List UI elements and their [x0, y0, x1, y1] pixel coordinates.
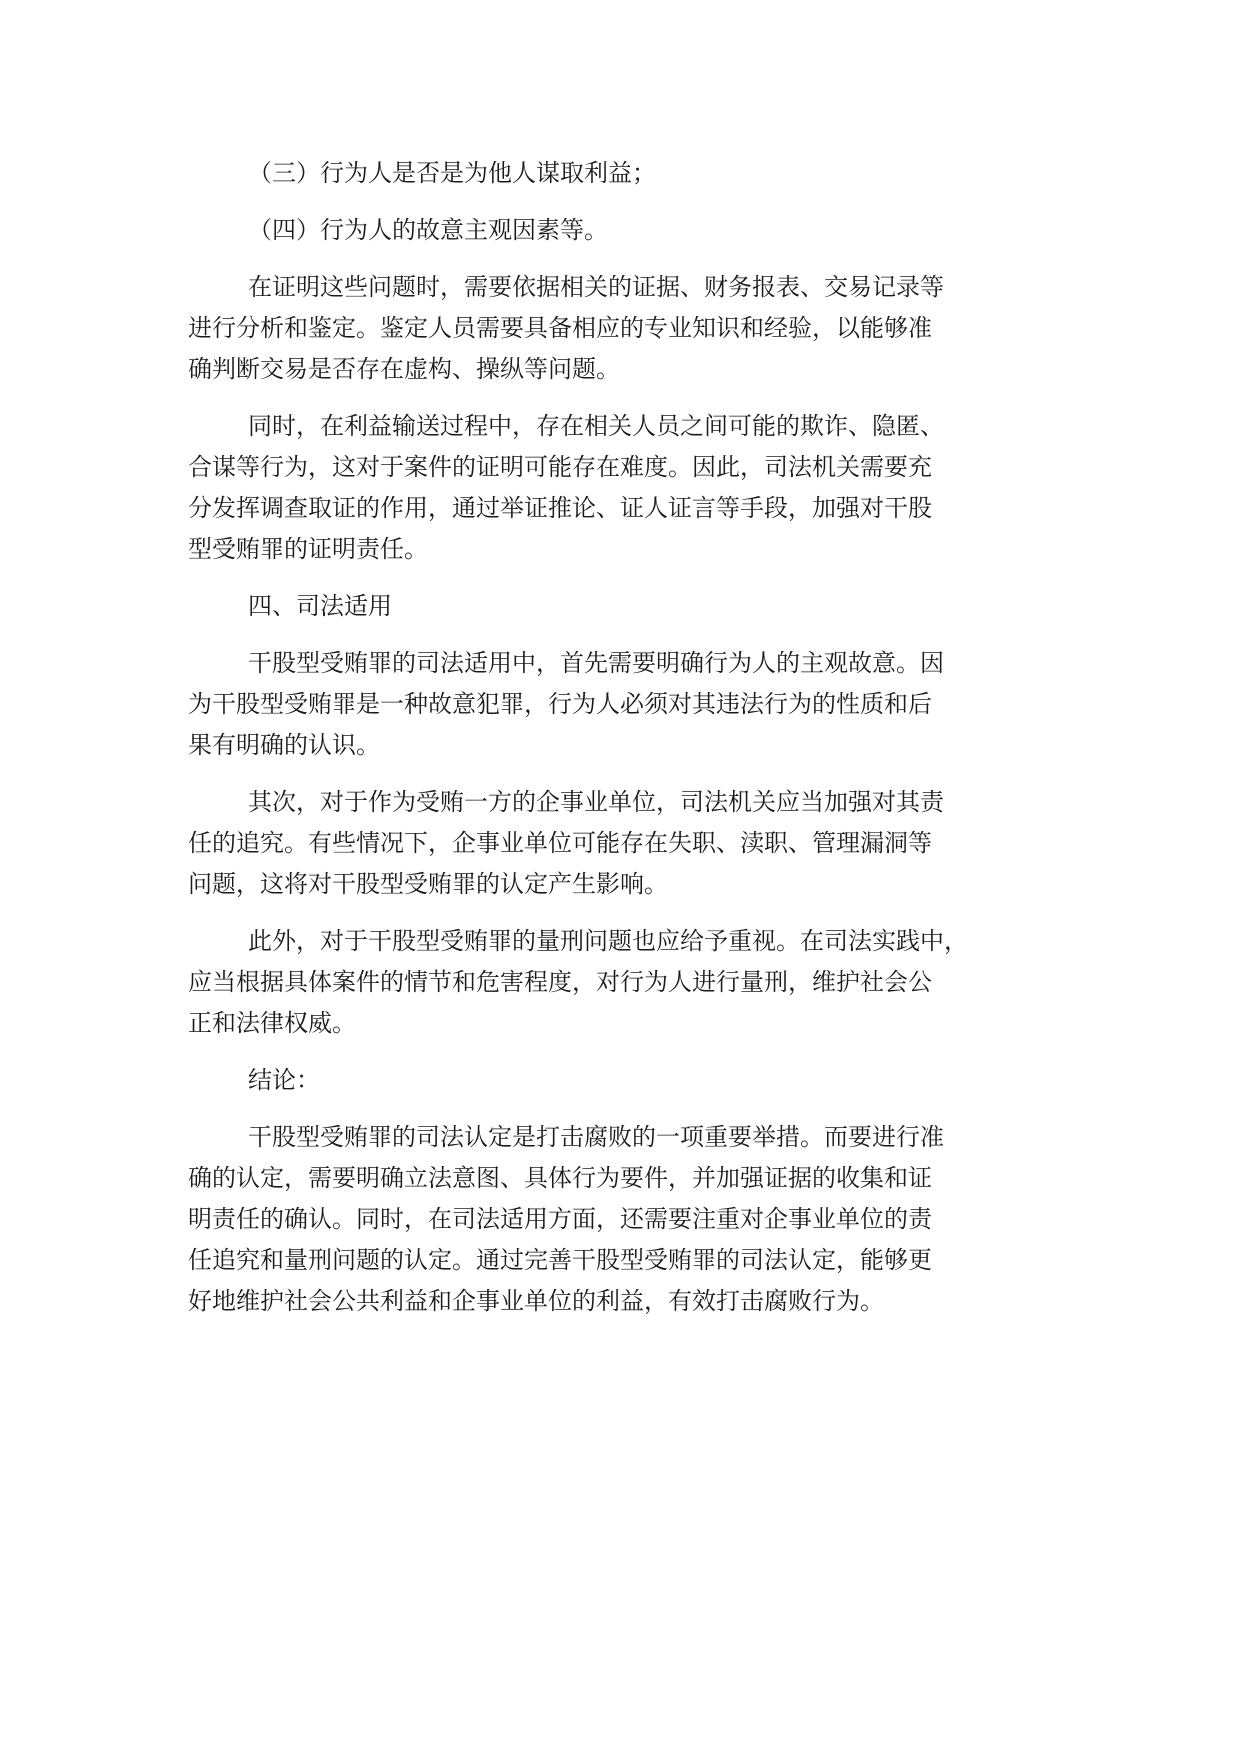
paragraph-line: 正和法律权威。 — [188, 1009, 356, 1037]
paragraph-line: 问题，这将对干股型受贿罪的认定产生影响。 — [188, 870, 668, 898]
section-heading-judicial-application — [188, 586, 1078, 627]
paragraph-line: 在证明这些问题时，需要依据相关的证据、财务报表、交易记录等 — [248, 273, 944, 301]
section-heading-conclusion — [188, 1060, 1078, 1101]
paragraph-proof-difficulty — [188, 406, 1078, 570]
paragraph-line: 型受贿罪的证明责任。 — [188, 535, 428, 563]
paragraph-line: 为干股型受贿罪是一种故意犯罪，行为人必须对其违法行为的性质和后 — [188, 690, 932, 718]
paragraph-line: 果有明确的认识。 — [188, 731, 380, 759]
paragraph-line: 任追究和量刑问题的认定。通过完善干股型受贿罪的司法认定，能够更 — [188, 1246, 932, 1274]
paragraph-line: 合谋等行为，这对于案件的证明可能存在难度。因此，司法机关需要充 — [188, 453, 932, 481]
paragraph-line: （三）行为人是否是为他人谋取利益； — [248, 159, 656, 187]
paragraph-line: 干股型受贿罪的司法适用中，首先需要明确行为人的主观故意。因 — [248, 649, 944, 677]
paragraph-line: 此外，对于干股型受贿罪的量刑问题也应给予重视。在司法实践中， — [248, 927, 968, 955]
section-heading-text: 结论： — [248, 1066, 320, 1094]
list-item-three — [188, 153, 1078, 194]
paragraph-line: （四）行为人的故意主观因素等。 — [248, 216, 608, 244]
document-body — [188, 153, 1078, 1338]
paragraph-line: 其次，对于作为受贿一方的企事业单位，司法机关应当加强对其责 — [248, 788, 944, 816]
paragraph-line: 进行分析和鉴定。鉴定人员需要具备相应的专业知识和经验，以能够准 — [188, 314, 932, 342]
paragraph-subjective-intent — [188, 643, 1078, 766]
paragraph-evidence-analysis — [188, 267, 1078, 390]
section-heading-text: 四、司法适用 — [248, 592, 392, 620]
paragraph-line: 应当根据具体案件的情节和危害程度，对行为人进行量刑，维护社会公 — [188, 968, 932, 996]
paragraph-conclusion — [188, 1117, 1078, 1322]
paragraph-line: 干股型受贿罪的司法认定是打击腐败的一项重要举措。而要进行准 — [248, 1123, 944, 1151]
paragraph-line: 明责任的确认。同时，在司法适用方面，还需要注重对企事业单位的责 — [188, 1205, 932, 1233]
paragraph-line: 好地维护社会公共利益和企事业单位的利益，有效打击腐败行为。 — [188, 1287, 884, 1315]
paragraph-line: 分发挥调查取证的作用，通过举证推论、证人证言等手段，加强对干股 — [188, 494, 932, 522]
paragraph-unit-responsibility — [188, 782, 1078, 905]
paragraph-line: 确的认定，需要明确立法意图、具体行为要件，并加强证据的收集和证 — [188, 1164, 932, 1192]
list-item-four — [188, 210, 1078, 251]
paragraph-line: 同时，在利益输送过程中，存在相关人员之间可能的欺诈、隐匿、 — [248, 412, 944, 440]
paragraph-sentencing — [188, 921, 1078, 1044]
paragraph-line: 确判断交易是否存在虚构、操纵等问题。 — [188, 355, 620, 383]
paragraph-line: 任的追究。有些情况下，企事业单位可能存在失职、渎职、管理漏洞等 — [188, 829, 932, 857]
